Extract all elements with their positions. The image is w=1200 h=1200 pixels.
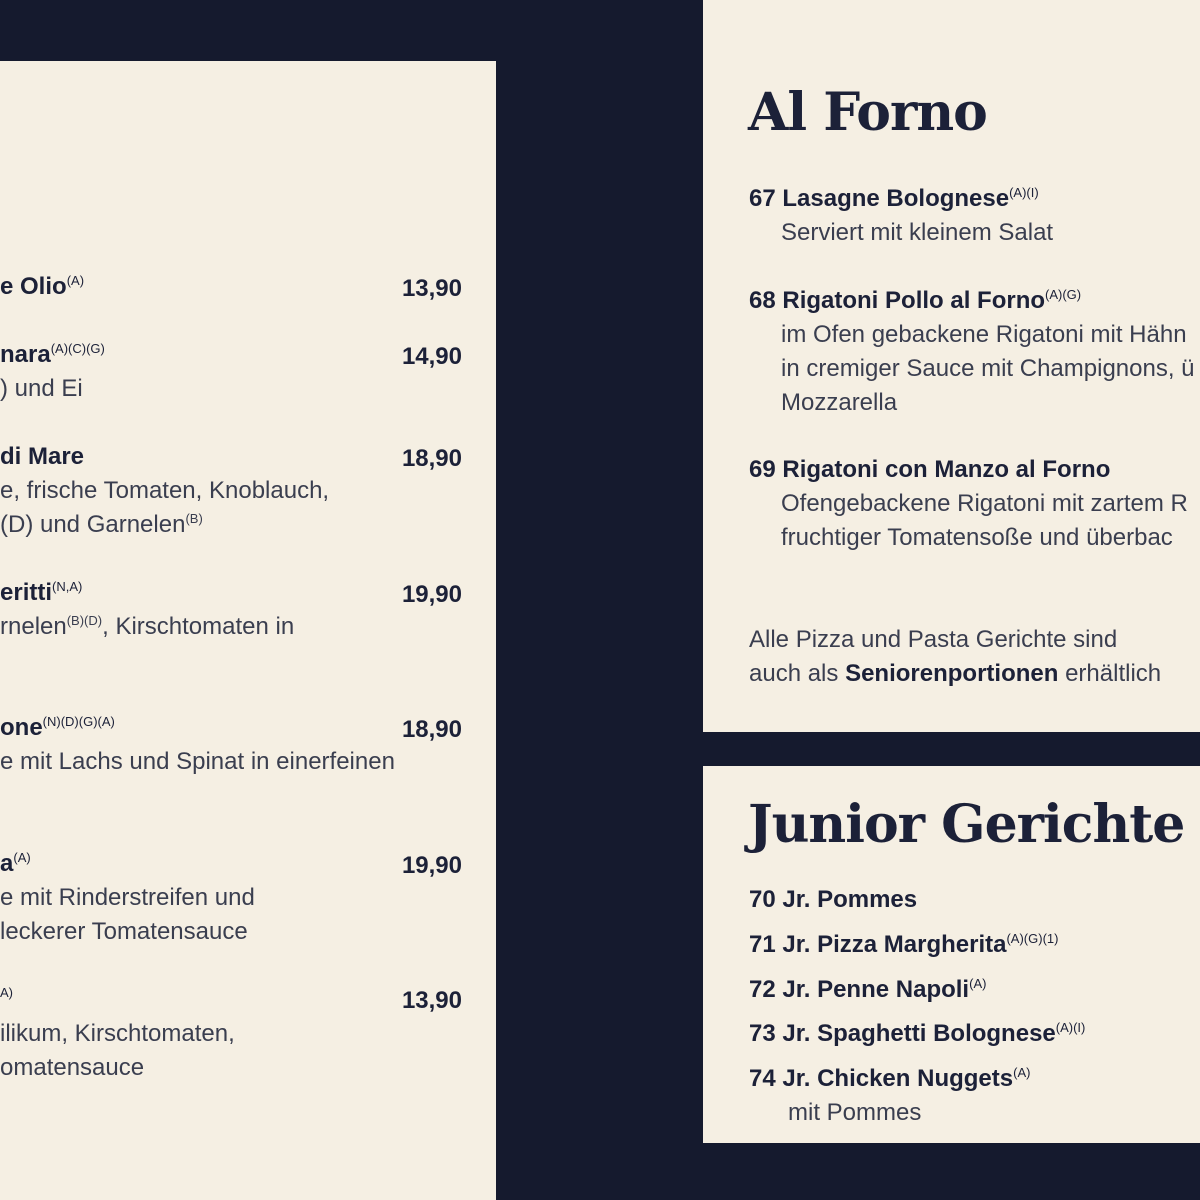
menu-item-description: Ofengebackene Rigatoni mit zartem R [781,490,1188,517]
allergen-codes: (A) [13,850,31,865]
section-title: Al Forno [748,82,987,143]
allergen-codes: (B) [185,511,203,526]
menu-item-price: 18,90 [401,716,462,743]
menu-item-description: ) und Ei [0,375,83,402]
menu-item-description: leckerer Tomatensauce [0,918,248,945]
menu-item-description: in cremiger Sauce mit Champignons, ü [781,355,1195,382]
pasta-menu-panel [0,61,496,1200]
senior-portions-note: Alle Pizza und Pasta Gerichte sind [749,626,1118,653]
menu-item-price: 19,90 [401,581,462,608]
menu-item-description: mit Pommes [788,1099,922,1126]
menu-item-name: 72 Jr. Penne Napoli$^{(A)}$ [749,976,987,1003]
allergen-codes: (A) [969,976,987,991]
allergen-codes: (A)(C)(G) [50,341,105,356]
allergen-codes: (A)(I) [1009,185,1039,200]
menu-item-name: $a^{(A)}$ [0,850,31,877]
menu-item-description: rnelen$^{(B)(D)}$, Kirschtomaten in [0,613,295,640]
allergen-codes: (N)(D)(G)(A) [42,714,115,729]
menu-item-name: 70 Jr. Pommes [749,886,918,913]
menu-item-price: 13,90 [401,275,462,302]
menu-item-price: 18,90 [401,445,462,472]
section-title: Junior Gerichte [748,794,1185,855]
menu-item-price: 19,90 [401,852,462,879]
allergen-codes: (A)(G)(1) [1006,931,1059,946]
junior-dishes-panel [703,766,1200,1143]
menu-item-name: di Mare [0,443,85,470]
menu-item-price: 14,90 [401,343,462,370]
senior-portions-note: auch als Seniorenportionen erhältlich [749,660,1162,687]
menu-item-description: im Ofen gebackene Rigatoni mit Hähn [781,321,1187,348]
menu-item-description: Serviert mit kleinem Salat [781,219,1054,246]
menu-item-name [0,985,13,1013]
allergen-codes: (A)(G) [1045,287,1082,302]
allergen-codes: (B)(D) [66,613,103,628]
allergen-codes: (N,A) [52,579,83,594]
menu-item-name: one$^{(N)(D)(G)(A)}$ [0,714,115,741]
menu-item-description: e mit Rinderstreifen und [0,884,255,911]
menu-item-name: 69 Rigatoni con Manzo al Forno [749,456,1111,483]
menu-item-price: 13,90 [401,987,462,1014]
menu-item-name: 71 Jr. Pizza Margherita$^{(A)(G)(1)}$ [749,931,1059,958]
menu-item-name: 74 Jr. Chicken Nuggets$^{(A)}$ [749,1065,1031,1092]
menu-item-description: Mozzarella [781,389,898,416]
allergen-codes: (A) [66,273,85,288]
menu-item-description: (D) und Garnelen$^{(B)}$ [0,511,203,538]
menu-item-name: eritti$^{(N,A)}$ [0,579,83,606]
allergen-codes: A) [0,985,13,1000]
menu-item-description: fruchtiger Tomatensoße und überbac [781,524,1173,551]
allergen-codes: (A) [1013,1065,1031,1080]
menu-item-description: e mit Lachs und Spinat in einerfeinen [0,748,395,775]
menu-item-name: e Olio$^{(A)}$ [0,273,85,300]
al-forno-panel [703,0,1200,732]
menu-item-name: 73 Jr. Spaghetti Bolognese$^{(A)(I)}$ [749,1020,1086,1047]
menu-item-description: ilikum, Kirschtomaten, [0,1020,235,1047]
menu-item-description: omatensauce [0,1054,145,1081]
menu-item-description: e, frische Tomaten, Knoblauch, [0,477,330,504]
menu-item-name: 67 Lasagne Bolognese$^{(A)(I)}$ [749,185,1039,212]
menu-item-name: 68 Rigatoni Pollo al Forno$^{(A)(G)}$ [749,287,1082,314]
menu-item-name: nara$^{(A)(C)(G)}$ [0,341,105,368]
allergen-codes: (A)(I) [1055,1020,1086,1035]
